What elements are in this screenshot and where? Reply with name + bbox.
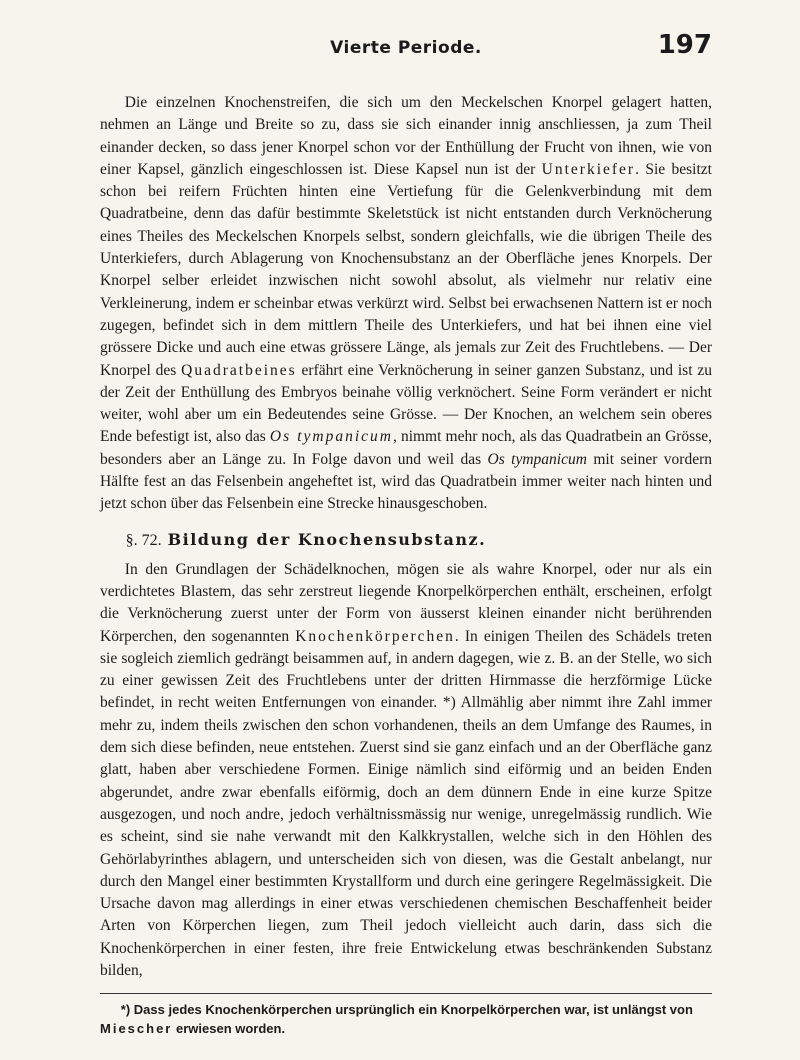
text-run: erwiesen worden. bbox=[172, 1021, 286, 1036]
term-os-tympanicum: Os tympanicum bbox=[269, 428, 393, 446]
footnote-rule bbox=[100, 993, 712, 994]
main-text bbox=[100, 92, 712, 982]
page-number: 197 bbox=[657, 30, 712, 60]
text-run: In den Grundlagen der Schädelknochen, mögen sie als wahre Knorpel, oder nur als ein verdichtetes Blastem, das sehr zerstreut liegende Knorpelkörperchen enthält, erscheinen, erfolgt die Verknöcherung zuerst unter der Form von äusserst kleinen einander nicht berührenden Körperchen, den sogenannten bbox=[100, 560, 712, 645]
term-knochenkoerperchen: Knochenkörperchen bbox=[295, 627, 455, 645]
text-run: , nimmt mehr noch, als das Quadratbein an Grösse, besonders aber an Länge zu. In Folge davon und weil das bbox=[100, 428, 712, 468]
author-name: Miescher bbox=[100, 1021, 173, 1036]
running-head: Vierte Periode. bbox=[330, 38, 482, 58]
text-run: *) Dass jedes Knochenkörperchen ursprünglich ein Knorpelkörperchen war, ist unlängst von bbox=[120, 1002, 693, 1017]
text-run: . In einigen Theilen des Schädels treten sie sogleich ziemlich gedrängt beisammen auf, in andern dagegen, wie z. B. an der Stelle, wo sich zu einer gewissen Zeit des Fruchtlebens unter der dritten Hirnmasse die herzförmige Lücke befindet, in recht weiten Entfernungen von einander. *) Allmählig aber nimmt ihre Zahl immer mehr zu, indem theils zwischen den schon vorhandenen, theils an dem Umfange des Raumes, in dem sich diese befinden, neue entstehen. Zuerst sind sie ganz einfach und an der Oberfläche ganz glatt, haben aber verschiedene Formen. Einige nämlich sind eiförmig und an beiden Enden abgerundet, andre zwar ebenfalls eiförmig, doch an dem dünnern Ende in eine kurze Spitze ausgezogen, und noch andre, jedoch verhältnissmässig nur wenige, unregelmässig rundlich. Wie es scheint, sind sie nahe verwandt mit den Kalkkrystallen, welche sich in den Höhlen des Gehörlabyrinthes ablagern, und unterscheiden sich von diesen, was die Gestalt anbelangt, nur durch den Mangel einer bestimmten Krystallform und durch eine geringere Regelmässigkeit. Die Ursache davon mag allerdings in einer etwas verschiedenen chemischen Beschaffenheit beider Arten von Körperchen liegen, zum Theil jedoch vielleicht auch darin, dass sich die Knochenkörperchen in einer festen, ihre freie Entwickelung etwas beschränkenden Substanz bilden, bbox=[100, 627, 713, 979]
section-number: §. 72. bbox=[125, 531, 162, 549]
page-header bbox=[100, 30, 712, 64]
text-run: erfährt eine Verknöcherung in seiner ganzen Substanz, und ist zu der Zeit der Enthüllung des Embryos beinahe völlig verknöchert. Seine Form verändert er nicht weiter, wohl aber um ein Bedeutendes seine Grösse. — Der Knochen, an welchem sein oberes Ende befestigt ist, also das bbox=[100, 361, 712, 446]
text-run: Die einzelnen Knochenstreifen, die sich um den Meckelschen Knorpel gelagert hatten, nehmen an Länge und Breite so zu, dass sie sich einander innig anschliessen, ja zum Theil einander decken, so dass jener Knorpel schon vor der Enthüllung der Frucht von ihnen, wie von einer Kapsel, gänzlich eingeschlossen ist. Diese Kapsel nun ist der bbox=[100, 94, 712, 178]
term-unterkiefer: Unterkiefer bbox=[541, 160, 636, 178]
text-run: . Sie besitzt schon bei reifern Früchten hinten eine Vertiefung für die Gelenkverbindung mit dem Quadratbeine, denn das dafür bestimmte Skeletstück ist nicht entstanden durch Verknöcherung eines Theiles des Meckelschen Knorpels selbst, sondern gleichfalls, wie die übrigen Theile des Unterkiefers, durch Ablagerung von Knochensubstanz an der Oberfläche jenes Knorpels. Der Knorpel selber erleidet inzwischen nicht sowohl absolut, als vielmehr nur relativ eine Verkleinerung, indem er scheinbar etwas verkürzt wird. Selbst bei erwachsenen Nattern ist er noch zugegen, befindet sich in dem mittlern Theile des Unterkiefers, und hat bei ihnen eine viel grössere Dicke und auch eine etwas grössere Länge, als jemals zur Zeit des Fruchtlebens. — Der Knorpel des bbox=[100, 160, 712, 379]
term-os-tympanicum-2: Os tympanicum bbox=[487, 450, 587, 468]
text-run: mit seiner vordern Hälfte fest an das Felsenbein angeheftet ist, wird das Quadratbein immer weiter nach hinten und jetzt schon über das Felsenbein eine Strecke hinausgeschoben. bbox=[100, 450, 712, 513]
section-title: Bildung der Knochensubstanz. bbox=[167, 529, 487, 549]
term-quadratbeines: Quadratbeines bbox=[181, 361, 297, 379]
paragraph-1 bbox=[100, 92, 712, 516]
footnote bbox=[100, 1000, 712, 1038]
paragraph-2 bbox=[100, 559, 712, 983]
section-heading bbox=[100, 528, 712, 553]
